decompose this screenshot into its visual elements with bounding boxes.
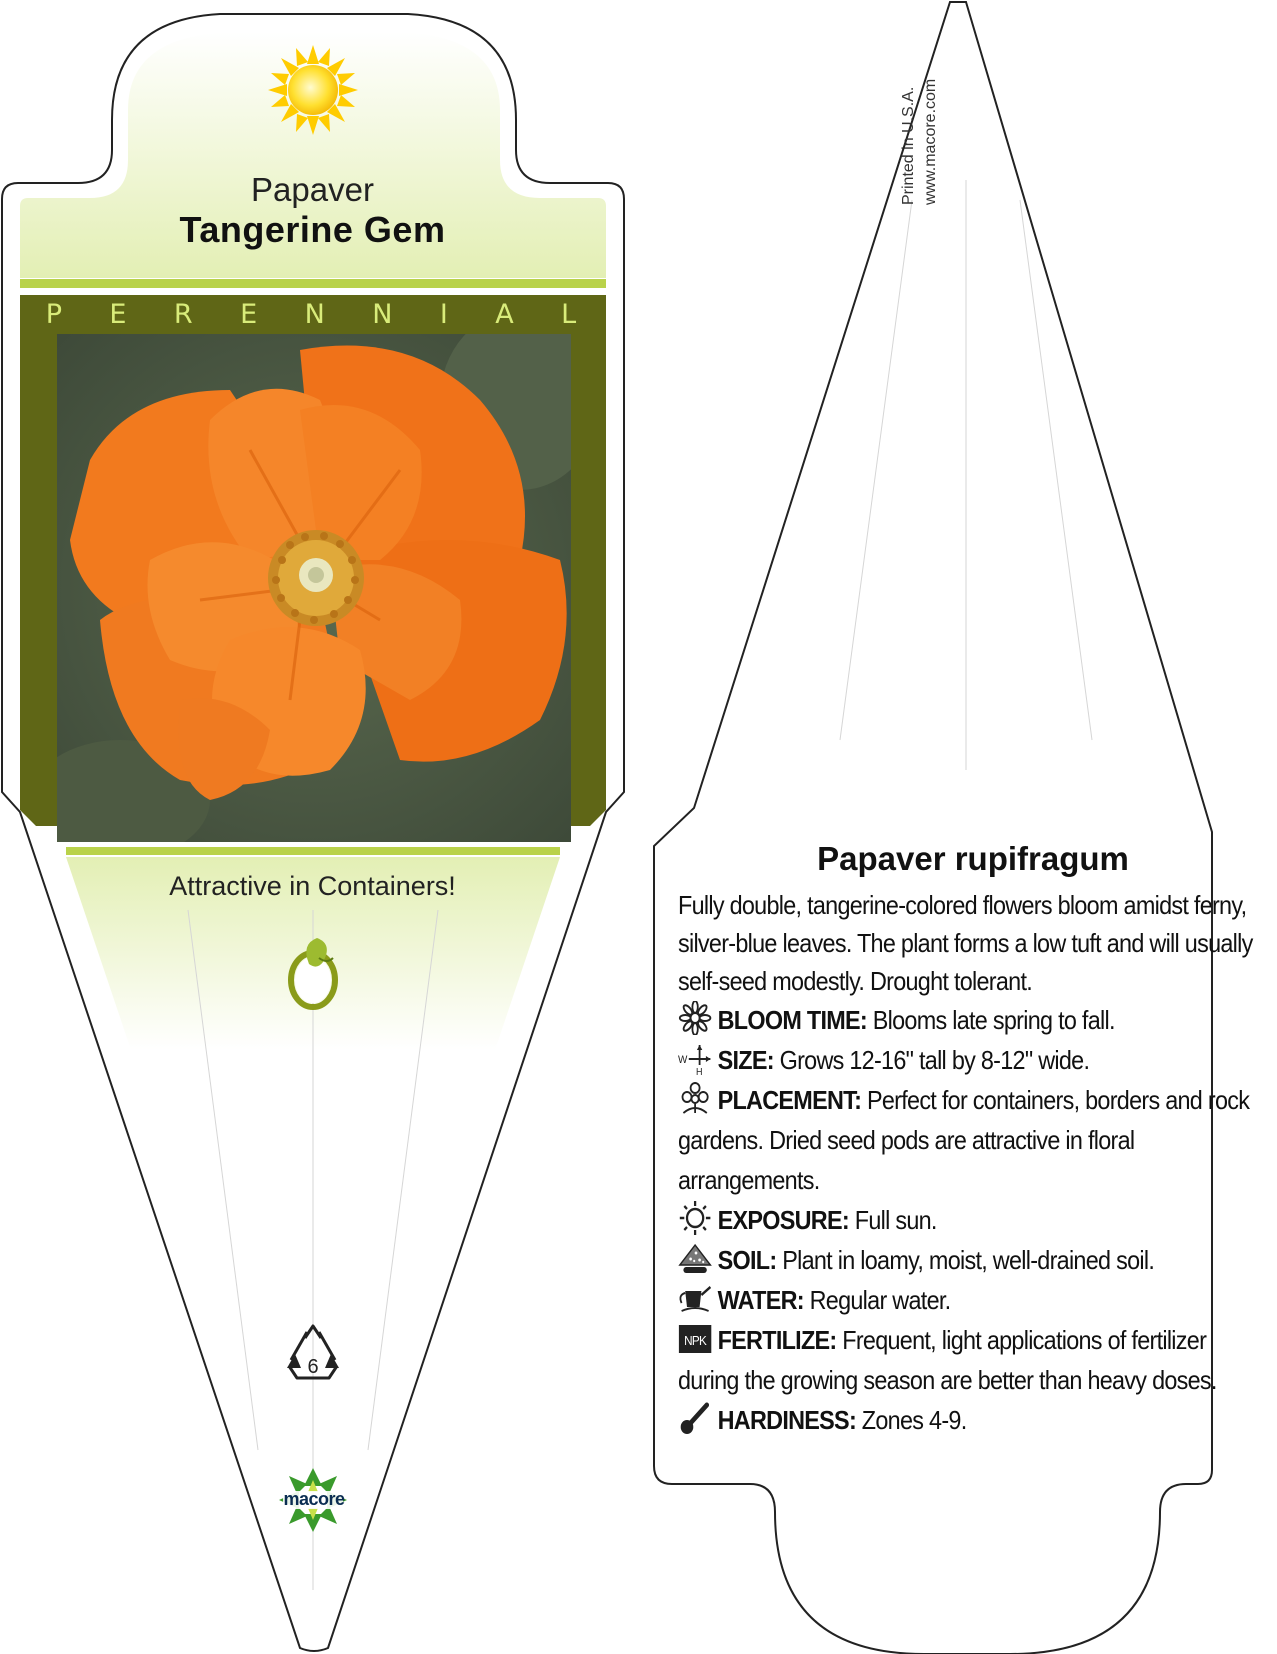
detail-placement	[678, 1080, 1254, 1200]
detail-text: Perfect for containers, borders and rock gardens. Dried seed pods are attractive in floral arrangements.	[678, 1085, 1250, 1195]
size-icon-w: W	[678, 1054, 687, 1067]
lime-band-bottom	[66, 847, 560, 855]
detail-label: WATER:	[717, 1285, 804, 1315]
detail-water	[678, 1280, 1254, 1320]
category-letter: L	[561, 298, 577, 330]
detail-text: Grows 12-16" tall by 8-12" wide.	[779, 1045, 1090, 1075]
detail-text: Frequent, light applications of fertilizer during the growing season are better than heavy doses.	[678, 1325, 1217, 1395]
print-info	[900, 40, 1080, 220]
npk-icon	[678, 1321, 712, 1355]
soil-icon	[678, 1241, 712, 1275]
size-icon	[678, 1041, 712, 1075]
sun-outline-icon	[678, 1201, 712, 1235]
placement-icon	[678, 1081, 712, 1115]
detail-label: BLOOM TIME:	[717, 1005, 867, 1035]
detail-label: FERTILIZE:	[717, 1325, 837, 1355]
detail-text: Regular water.	[809, 1285, 951, 1315]
detail-text: Zones 4-9.	[861, 1405, 967, 1435]
watering-can-icon	[678, 1281, 712, 1315]
detail-text: Plant in loamy, moist, well-drained soil.	[782, 1245, 1155, 1275]
detail-label: HARDINESS:	[717, 1405, 857, 1435]
detail-bloom-time	[678, 1000, 1254, 1040]
scientific-name: Papaver rupifragum	[817, 840, 1129, 877]
category-letter: E	[240, 298, 258, 330]
detail-label: SIZE:	[717, 1045, 774, 1075]
back-content	[678, 840, 1258, 1440]
category-letter: I	[439, 298, 448, 330]
flower-photo	[30, 310, 600, 860]
detail-label: PLACEMENT:	[717, 1085, 862, 1115]
category-letter: R	[173, 298, 193, 330]
cultivar-name: Tangerine Gem	[179, 209, 446, 250]
detail-text: Blooms late spring to fall.	[872, 1005, 1115, 1035]
detail-label: SOIL:	[717, 1245, 777, 1275]
category-label	[22, 296, 600, 332]
category-letter: P	[45, 298, 62, 330]
category-letter: A	[495, 298, 514, 330]
detail-fertilize	[678, 1320, 1254, 1400]
brand-name: macore	[283, 1489, 345, 1509]
detail-size	[678, 1040, 1254, 1080]
detail-label: EXPOSURE:	[717, 1205, 849, 1235]
npk-text: NPK	[684, 1333, 707, 1349]
recycle-code: 6	[307, 1356, 319, 1378]
printed-line: Printed in U.S.A.	[900, 86, 917, 205]
detail-exposure	[678, 1200, 1254, 1240]
slogan: Attractive in Containers!	[169, 871, 456, 901]
size-icon-h: H	[696, 1066, 702, 1075]
category-letter: N	[372, 298, 393, 330]
category-letter: E	[109, 298, 127, 330]
lime-band-top	[20, 279, 606, 288]
sun-icon	[268, 45, 358, 135]
detail-text: Full sun.	[854, 1205, 937, 1235]
detail-hardiness	[678, 1400, 1254, 1440]
category-letter: N	[304, 298, 325, 330]
website: www.macore.com	[922, 78, 939, 205]
detail-soil	[678, 1240, 1254, 1280]
genus-name: Papaver	[251, 171, 374, 208]
thermometer-icon	[678, 1401, 712, 1435]
flower-icon	[678, 1001, 712, 1035]
description: Fully double, tangerine-colored flowers bloom amidst ferny, silver-blue leaves. The plant forms a low tuft and will usually self-seed modestly. Drought tolerant.	[678, 890, 1253, 996]
